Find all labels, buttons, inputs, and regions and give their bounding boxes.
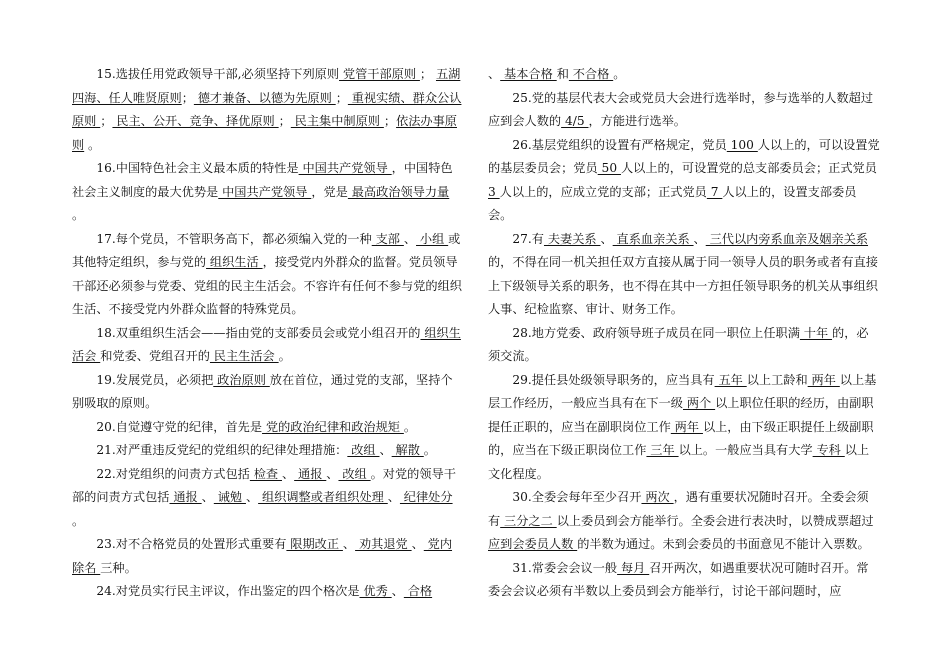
question-paragraph <box>488 486 880 557</box>
text-run: 、 <box>600 231 613 246</box>
answer-blank: 不合格 <box>568 67 614 81</box>
answer-blank: 3 <box>488 184 500 199</box>
text-run: 16.中国特色社会主义最本质的特性是 <box>96 161 299 175</box>
answer-blank: 五年 <box>714 372 747 387</box>
answer-blank: 中国共产党领导 <box>218 184 312 199</box>
answer-blank: 党内除名 <box>72 537 453 575</box>
text-run: 或其他特定组织，参与党的 <box>72 231 461 269</box>
text-run: 18.双重组织生活会——指由党的支部委员会或党小组召开的 <box>96 325 421 340</box>
answer-blank: 通报 <box>294 466 327 481</box>
text-run: 、 <box>201 490 214 504</box>
answer-blank: 组织生活 <box>206 255 263 269</box>
text-run: 23.对不合格党员的处置形式重要有 <box>96 537 287 551</box>
text-run: 17.每个党员，不管职务高下，都必须编入党的一种 <box>96 231 372 246</box>
text-run: 和 <box>556 67 569 81</box>
text-run: ，遇有重要状况随时召开。全委会须有 <box>488 490 869 528</box>
answer-blank: 100 <box>726 137 758 152</box>
question-paragraph <box>488 63 880 87</box>
text-run: 的，不得在同一机关担任双方直接从属于同一领导人员的职务或者有直接上下级领导关系的职务，也不得在其中一方担任领导职务的机关从事组织人事、纪检监察、审计、财务工作。 <box>488 255 878 316</box>
text-run: 、 <box>403 231 417 246</box>
text-run: 19.发展党员，必须把 <box>96 372 214 387</box>
text-run: 、 <box>379 443 392 457</box>
answer-blank: 民主、公开、竞争、择优原则 <box>112 114 279 128</box>
answer-blank: 民主生活会 <box>209 349 279 363</box>
text-run: 、 <box>342 537 356 551</box>
text-run: 、 <box>411 537 424 551</box>
answer-blank: 中国共产党领导 <box>298 161 392 175</box>
text-run: ； <box>419 67 436 81</box>
answer-blank: 两次 <box>641 490 674 504</box>
text-run: 、 <box>391 584 404 598</box>
answer-blank: 每月 <box>617 560 650 575</box>
text-run: 以上委员到会方能举行。全委会进行表决时，以赞成票超过 <box>556 513 874 528</box>
left-column <box>72 63 464 604</box>
right-column <box>488 63 880 604</box>
text-run: 人以上的，应成立党的支部；正式党员 <box>499 184 707 199</box>
answer-blank: 组织生活会 <box>72 325 461 363</box>
text-run: 28.地方党委、政府领导班子成员在同一职位上任职满 <box>512 325 800 340</box>
text-run: 和党委、党组召开的 <box>100 349 210 363</box>
answer-blank: 小组 <box>416 231 449 246</box>
text-run: 。 <box>403 419 417 434</box>
text-run: 放在首位，通过党的支部，坚持个别吸取的原则。 <box>72 372 453 410</box>
question-paragraph <box>488 322 880 369</box>
answer-blank: 诫勉 <box>213 490 246 504</box>
text-run: 、 <box>693 231 706 246</box>
text-run: 以上职位任职的经历，由副职提任正职的，应当在副职岗位工作 <box>488 396 874 434</box>
answer-blank: 纪律处分 <box>399 490 453 504</box>
answer-blank: 50 <box>597 161 621 175</box>
text-run: 以上，由下级正职提任上级副职的，应当在下级正职岗位工作 <box>488 419 874 457</box>
text-run: 21.对严重违反党纪的党组织的纪律处理措施： <box>96 443 348 457</box>
answer-blank: 德才兼备、以德为先原则 <box>193 90 336 105</box>
answer-blank: 改组 <box>347 443 380 457</box>
question-paragraph <box>488 134 880 228</box>
text-run: ； <box>383 114 397 128</box>
text-run: 以上工龄和 <box>746 372 808 387</box>
answer-blank: 合格 <box>403 584 433 598</box>
answer-blank: 政治原则 <box>213 372 270 387</box>
answer-blank: 夫妻关系 <box>543 231 601 246</box>
answer-blank: 两个 <box>683 396 716 410</box>
text-run: 的半数为通过。未到会委员的书面意见不能计入票数。 <box>577 537 870 551</box>
text-run: 26.基层党组织的设置有严格规定，党员 <box>512 137 727 152</box>
answer-blank: 依法办事原则 <box>72 114 457 152</box>
answer-blank: 4/5 <box>561 114 589 128</box>
answer-blank: 两年 <box>670 419 703 434</box>
question-paragraph <box>488 228 880 322</box>
answer-blank: 应到会委员人数 <box>488 537 578 551</box>
answer-blank: 三代以内旁系血亲及姻亲关系 <box>705 231 869 246</box>
question-paragraph <box>72 322 464 369</box>
answer-blank: 两年 <box>807 372 840 387</box>
text-run: 29.提任县处级领导职务的，应当具有 <box>512 372 715 387</box>
text-run: ，方能进行选举。 <box>588 114 686 128</box>
question-paragraph <box>488 369 880 487</box>
question-paragraph <box>488 557 880 604</box>
text-run: 22.对党组织的问责方式包括 <box>96 466 250 481</box>
text-run: 人以上的，可以设置党的基层委员会；党员 <box>488 137 880 175</box>
text-run: 、 <box>488 67 501 81</box>
text-run: 27.有 <box>512 231 544 246</box>
text-run: 、 <box>387 490 400 504</box>
text-run: ； <box>278 114 291 128</box>
question-paragraph <box>72 369 464 416</box>
question-paragraph <box>72 63 464 157</box>
text-run: 。 <box>423 443 436 457</box>
answer-blank: 最高政治领导力量 <box>347 184 450 199</box>
text-run: 、 <box>326 466 339 481</box>
answer-blank: 直系血亲关系 <box>612 231 694 246</box>
text-run: 。对党的领导干部的问责方式包括 <box>72 466 456 504</box>
text-run: ； <box>181 90 194 105</box>
text-run: 25.党的基层代表大会或党员大会进行选举时，参与选举的人数超过应到会人数的 <box>488 90 874 128</box>
text-run: 。 <box>613 67 626 81</box>
text-run: 三种。 <box>100 560 137 575</box>
text-run: 。 <box>72 513 85 528</box>
text-run: 召开两次，如遇重要状况可随时召开。常委会会议必须有半数以上委员到会方能举行，讨论干部问题时，应 <box>488 560 869 598</box>
answer-blank: 检查 <box>249 466 282 481</box>
answer-blank: 党的政治纪律和政治规矩 <box>262 419 404 434</box>
question-paragraph <box>72 580 464 604</box>
text-run: 以上。一般应当具有大学 <box>678 443 813 457</box>
answer-blank: 十年 <box>799 325 833 340</box>
text-run: 30.全委会每年至少召开 <box>512 490 642 504</box>
text-run: 。 <box>84 137 101 152</box>
question-paragraph <box>72 439 464 463</box>
question-paragraph <box>488 87 880 134</box>
answer-blank: 党管干部原则 <box>339 67 420 81</box>
question-paragraph <box>72 416 464 440</box>
answer-blank: 民主集中制原则 <box>290 114 384 128</box>
text-run: ； <box>100 114 113 128</box>
answer-blank: 通报 <box>169 490 202 504</box>
answer-blank: 三年 <box>646 443 679 457</box>
text-run: ，中国特色社会主义制度的最大优势是 <box>72 161 453 199</box>
text-run: 15.选拔任用党政领导干部,必须坚持下列原则 <box>96 67 340 81</box>
text-run: 31.常委会会议一般 <box>512 560 618 575</box>
answer-blank: 改组 <box>338 466 371 481</box>
text-run: 20.自觉遵守党的纪律，首先是 <box>96 419 263 434</box>
answer-blank: 解散 <box>391 443 424 457</box>
answer-blank: 组织调整或者组织处理 <box>258 490 388 504</box>
text-run: 、 <box>245 490 259 504</box>
text-run: 以上文化程度。 <box>488 443 870 481</box>
answer-blank: 优秀 <box>359 584 392 598</box>
answer-blank: 劝其退党 <box>355 537 412 551</box>
answer-blank: 专科 <box>812 443 845 457</box>
answer-blank: 限期改正 <box>286 537 343 551</box>
question-paragraph <box>72 157 464 228</box>
question-paragraph <box>72 533 464 580</box>
text-run: 以上基层工作经历，一般应当具有在下一级 <box>488 372 877 410</box>
text-run: 的，必须交流。 <box>488 325 869 363</box>
text-run: ，接受党内外群众的监督。党员领导干部还必须参与党委、党组的民主生活会。不容许有任何不参与党的组织生活、不接受党内外群众监督的特殊党员。 <box>72 255 462 316</box>
text-run: 人以上的，可设置党的总支部委员会；正式党员 <box>620 161 877 175</box>
answer-blank: 五湖四海、任人唯贤原则 <box>72 67 461 105</box>
question-paragraph <box>72 228 464 322</box>
text-run: ，党是 <box>311 184 348 199</box>
text-run: 24.对党员实行民主评议，作出鉴定的四个格次是 <box>96 584 360 598</box>
text-run: ； <box>335 90 348 105</box>
answer-blank: 重视实绩、群众公认原则 <box>72 90 462 128</box>
question-paragraph <box>72 463 464 534</box>
text-run: 。 <box>72 208 85 222</box>
answer-blank: 支部 <box>371 231 404 246</box>
text-run: 、 <box>281 466 295 481</box>
answer-blank: 7 <box>706 184 723 199</box>
text-run: 人以上的，设置支部委员会。 <box>488 184 857 222</box>
text-run: 。 <box>278 349 291 363</box>
answer-blank: 基本合格 <box>500 67 557 81</box>
answer-blank: 三分之二 <box>500 513 557 528</box>
